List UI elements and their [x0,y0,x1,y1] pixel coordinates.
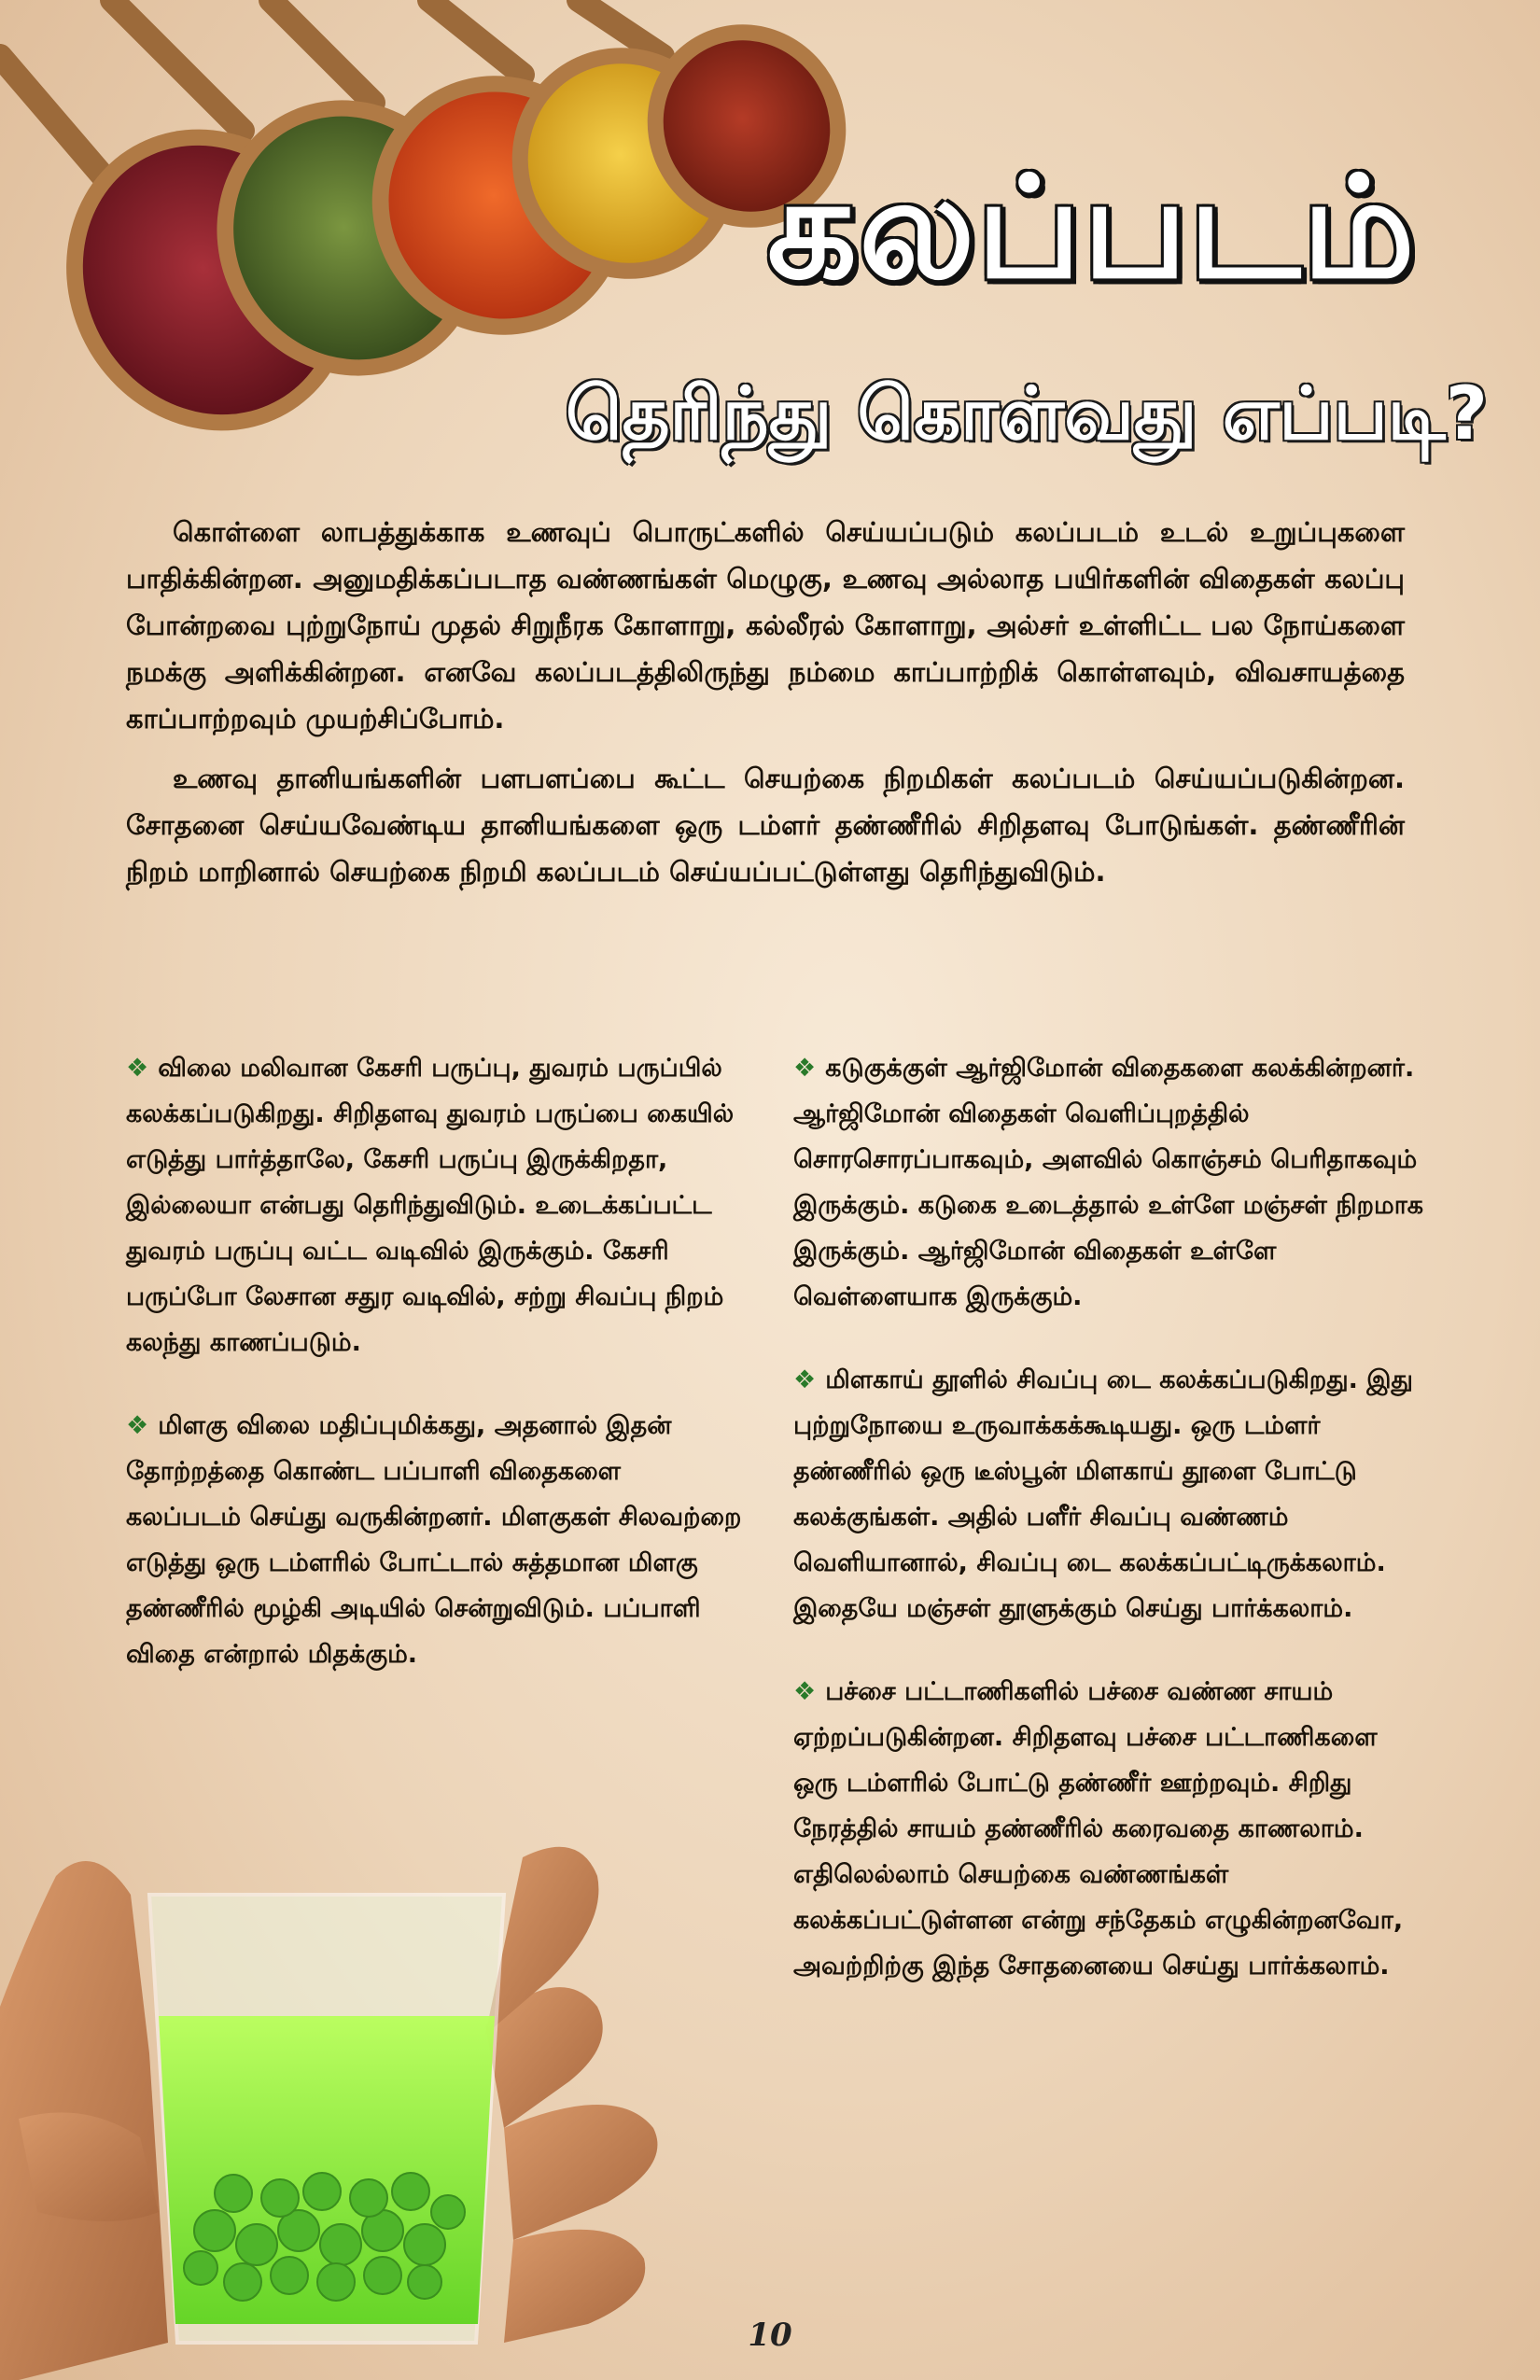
intro-paragraph: கொள்ளை லாபத்துக்காக உணவுப் பொருட்களில் செய்யப்படும் கலப்படம் உடல் உறுப்புகளை பாதிக்கின்றன. அனுமதிக்கப்படாத வண்ணங்கள் மெழுகு, உணவு அல்லாத பயிர்களின் விதைகள் கலப்பு போன்றவை புற்றுநோய் முதல் சிறுநீரக கோளாறு, கல்லீரல் கோளாறு, அல்சர் உள்ளிட்ட பல நோய்களை நமக்கு அளிக்கின்றன. எனவே கலப்படத்திலிருந்து நம்மை காப்பாற்றிக் கொள்ளவும், விவசாயத்தை காப்பாற்றவும் முயற்சிப்போம். [126,516,1405,735]
bullet-text: கடுகுக்குள் ஆர்ஜிமோன் விதைகளை கலக்கின்றனர். ஆர்ஜிமோன் விதைகள் வெளிப்புறத்தில் சொரசொரப்பாகவும், அளவில் கொஞ்சம் பெரிதாகவும் இருக்கும். கடுகை உடைத்தால் உள்ளே மஞ்சள் நிறமாக இருக்கும். ஆர்ஜிமோன் விதைகள் உள்ளே வெள்ளையாக இருக்கும். [793,1054,1424,1311]
page-number: 10 [748,2317,792,2354]
bullet-text: பச்சை பட்டாணிகளில் பச்சை வண்ண சாயம் ஏற்றப்படுகின்றன. சிறிதளவு பச்சை பட்டாணிகளை ஒரு டம்ளரில் போட்டு தண்ணீர் ஊற்றவும். சிறிது நேரத்தில் சாயம் தண்ணீரில் கரைவதை காணலாம். எதிலெல்லாம் செயற்கை வண்ணங்கள் கலக்கப்பட்டுள்ளன என்று சந்தேகம் எழுகின்றனவோ, அவற்றிற்கு இந்த சோதனையை செய்து பார்க்கலாம். [793,1677,1404,1981]
bullet-text: விலை மலிவான கேசரி பருப்பு, துவரம் பருப்பில் கலக்கப்படுகிறது. சிறிதளவு துவரம் பருப்பை கையில் எடுத்து பார்த்தாலே, கேசரி பருப்பு இருக்கிறதா, இல்லையா என்பது தெரிந்துவிடும். உடைக்கப்பட்ட துவரம் பருப்பு வட்ட வடிவில் இருக்கும். கேசரி பருப்போ லேசான சதுர வடிவில், சற்று சிவப்பு நிறம் கலந்து காணப்படும். [126,1054,735,1357]
bullet-icon: ❖ [793,1054,817,1083]
intro-section [126,509,1405,908]
page-title: கலப்படம் [767,147,1417,310]
bullet-icon: ❖ [126,1411,149,1440]
bullet-icon: ❖ [126,1054,149,1083]
hand-holding-glass-image [0,1820,803,2380]
bullet-text: மிளகாய் தூளில் சிவப்பு டை கலக்கப்படுகிறது. இது புற்றுநோயை உருவாக்கக்கூடியது. ஒரு டம்ளர் தண்ணீரில் ஒரு டீஸ்பூன் மிளகாய் தூளை போட்டு கலக்குங்கள். அதில் பளீர் சிவப்பு வண்ணம் வெளியானால், சிவப்பு டை கலக்கப்பட்டிருக்கலாம். இதையே மஞ்சள் தூளுக்கும் செய்து பார்க்கலாம். [793,1365,1413,1623]
right-column [793,1045,1428,2026]
bullet-paragraph [793,1669,1428,1989]
bullet-icon: ❖ [793,1365,817,1394]
bullet-paragraph [793,1357,1428,1631]
left-column [126,1045,742,1715]
bullet-paragraph [126,1045,742,1365]
bullet-paragraph [793,1045,1428,1320]
bullet-paragraph [126,1403,742,1677]
page-subtitle: தெரிந்து கொள்வது எப்படி? [566,372,1488,456]
bullet-icon: ❖ [793,1677,817,1706]
intro-paragraph: உணவு தானியங்களின் பளபளப்பை கூட்ட செயற்கை நிறமிகள் கலப்படம் செய்யப்படுகின்றன. சோதனை செய்யவேண்டிய தானியங்களை ஒரு டம்ளர் தண்ணீரில் சிறிதளவு போடுங்கள். தண்ணீரின் நிறம் மாறினால் செயற்கை நிறமி கலப்படம் செய்யப்பட்டுள்ளது தெரிந்துவிடும். [126,763,1405,888]
bullet-text: மிளகு விலை மதிப்புமிக்கது, அதனால் இதன் தோற்றத்தை கொண்ட பப்பாளி விதைகளை கலப்படம் செய்து வருகின்றனர். மிளகுகள் சிலவற்றை எடுத்து ஒரு டம்ளரில் போட்டால் சுத்தமான மிளகு தண்ணீரில் மூழ்கி அடியில் சென்றுவிடும். பப்பாளி விதை என்றால் மிதக்கும். [126,1411,742,1669]
